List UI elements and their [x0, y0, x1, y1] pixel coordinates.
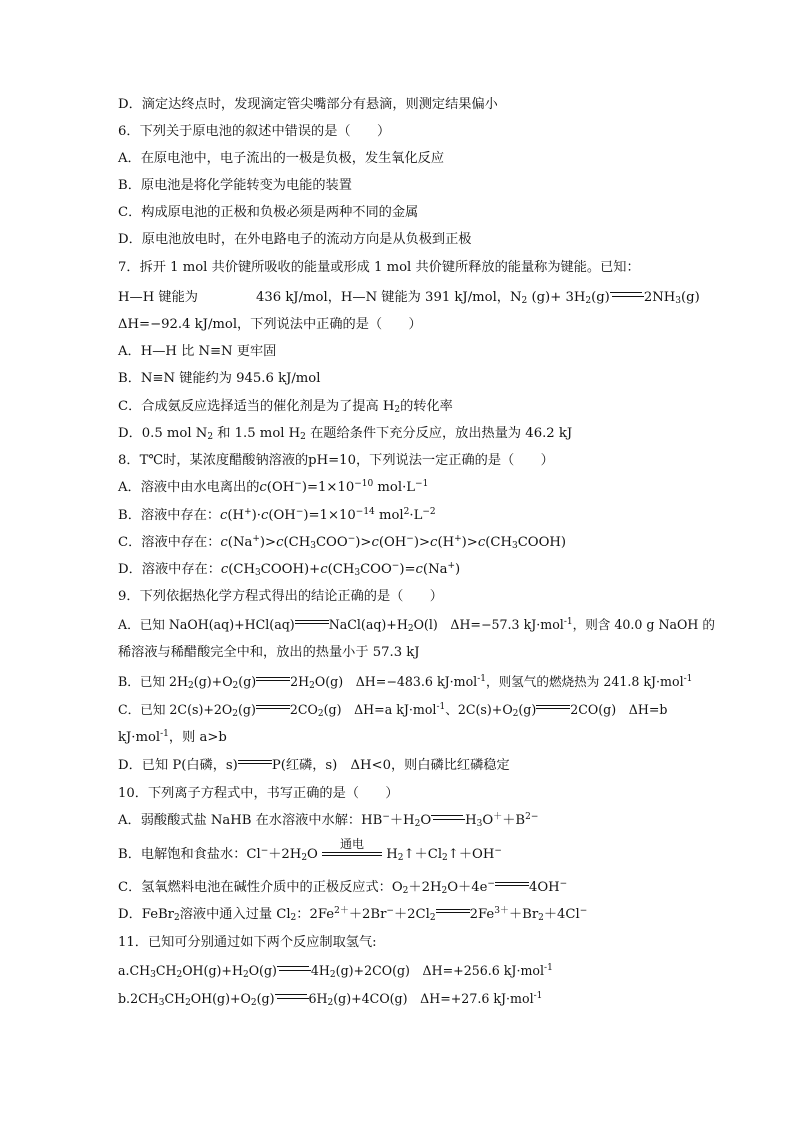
q11-reaction-b: $b.2CH_3CH_2OH(g)+O_2(g)$ $6H_2(g)+4CO(g)$ ΔH=+27.6 kJ·mol$^{-1}$	[118, 991, 543, 1008]
q9-option-a-line2: 稀溶液与稀醋酸完全中和，放出的热量小于 57.3 kJ	[118, 645, 420, 660]
q9-text: D．已知 P(白磷，s)	[118, 758, 238, 773]
q9-text: NaCl(aq)+H	[328, 617, 408, 632]
q9-text: O(l) ΔH=−57.3 kJ·mol	[413, 617, 564, 632]
q11-text: OH(g)+O	[190, 991, 251, 1006]
q10-option-a: A．弱酸酸式盐 NaHB 在水溶液中水解：$HB^-+H_2O$ $H_3O^++B^{2-}$	[118, 812, 539, 829]
q7-option-c: C．合成氨反应选择适当的催化剂是为了提高 $H_2$的转化率	[118, 399, 453, 415]
q11-text: 4H	[310, 963, 330, 978]
q11-stem: 11．已知可分别通过如下两个反应制取氢气:	[118, 935, 377, 950]
q11-text: (g)+4CO(g) ΔH=+27.6 kJ·mol	[333, 991, 534, 1006]
q7-text: 在题给条件下充分反应，放出热量为 46.2 kJ	[310, 426, 573, 441]
q10-text: 溶液中通入过量 Cl	[179, 907, 291, 922]
q5-option-d: D．滴定达终点时，发现滴定管尖嘴部分有悬滴，则测定结果偏小	[118, 97, 498, 112]
q9-text: kJ·mol	[118, 730, 161, 745]
q8-option-a: A．溶液中由水电离出的$c(OH^-)=1\times 10^{-10}$ $mol\cdot L^{-1}$	[118, 479, 429, 495]
q10-option-b: B．电解饱和食盐水：$Cl^-+2H_2O$ 通电 $H_2↑+Cl_2↑+OH^-$	[118, 837, 502, 863]
q8-text: D．溶液中存在：	[118, 562, 221, 577]
q9-text: ，则含 40.0 g NaOH 的	[572, 617, 715, 632]
q11-text: CH	[164, 991, 186, 1006]
q11-text: b.2CH	[118, 991, 159, 1006]
q8-text: A．溶液中由水电离出的	[118, 480, 260, 495]
q6-stem: 6．下列关于原电池的叙述中错误的是（ ）	[118, 124, 391, 139]
q9-stem: 9．下列依据热化学方程式得出的结论正确的是（ ）	[118, 589, 443, 604]
q8-option-c: C．溶液中存在：$c(Na^+)>c(CH_3COO^-)>c(OH^-)>c(H^+)>c(CH_3COOH)$	[118, 534, 567, 551]
q7-text: H—H 键能为	[118, 290, 198, 305]
q9-option-a: A．已知 NaOH(aq)+HCl(aq) $NaCl(aq)+H_2O(l)$ ΔH=−57.3 kJ·mol$^{-1}$，则含 40.0 g NaOH 的	[118, 617, 715, 634]
q10-stem: 10．下列离子方程式中，书写正确的是（ ）	[118, 786, 399, 801]
q6-option-c: C．构成原电池的正极和负极必须是两种不同的金属	[118, 205, 419, 220]
q7-stem-line2: H—H 键能为 436 kJ/mol，H—N 键能为 391 kJ/mol，$N_2$ $(g)+ 3H_2(g)$ $2NH_3(g)$	[118, 290, 700, 306]
q7-option-a: A．H—H 比 N≡N 更牢固	[118, 344, 277, 359]
q9-option-c-line2: kJ·mol$^{-1}$，则 a>b	[118, 729, 227, 745]
q7-stem: 7．拆开 1 mol 共价键所吸收的能量或形成 1 mol 共价键所释放的能量称为键能。已知：	[118, 260, 640, 275]
q6-option-d: D．原电池放电时，在外电路电子的流动方向是从负极到正极	[118, 232, 472, 247]
q7-option-d: D．0.5 mol $N_2$ 和 1.5 mol $H_2$ 在题给条件下充分反应，放出热量为 46.2 kJ	[118, 426, 573, 442]
q7-stem-line3: ΔH=−92.4 kJ/mol，下列说法中正确的是（ ）	[118, 317, 422, 332]
q7-text: D．0.5 mol N	[118, 426, 208, 441]
q9-text: (g) ΔH=a kJ·mol	[323, 702, 437, 717]
q7-text: 的转化率	[400, 399, 453, 414]
q8-text: B．溶液中存在：	[118, 508, 221, 523]
q9-text: 2H	[290, 674, 310, 689]
q7-text: 436 kJ/mol，H—N 键能为 391 kJ/mol，N	[255, 290, 522, 305]
q8-stem: 8．T℃时，某浓度醋酸钠溶液的pH=10，下列说法一定正确的是（ ）	[118, 453, 554, 468]
q8-text: C．溶液中存在：	[118, 535, 221, 550]
q6-option-b: B．原电池是将化学能转变为电能的装置	[118, 178, 352, 193]
q10-text: D．FeBr	[118, 907, 174, 922]
q9-text: 、2C(s)+O	[445, 702, 513, 717]
q9-text: C．已知 2C(s)+2O	[118, 702, 233, 717]
q11-text: O(g)	[248, 963, 277, 978]
q11-text: OH(g)+H	[182, 963, 243, 978]
q7-text: C．合成氨反应选择适当的催化剂是为了提高 H	[118, 399, 395, 414]
q10-text: C．氢氧燃料电池在碱性介质中的正极反应式：O	[118, 880, 403, 895]
q9-text: A．已知 NaOH(aq)+HCl(aq)	[118, 617, 295, 632]
q10-option-c: C．氢氧燃料电池在碱性介质中的正极反应式：$O_2+2H_2O+4e^-$ 4OH−	[118, 879, 568, 896]
q11-text: (g)+2CO(g) ΔH=+256.6 kJ·mol	[335, 963, 545, 978]
q9-text: ，则氢气的燃烧热为 241.8 kJ·mol	[485, 674, 684, 689]
q8-option-b: B．溶液中存在：$c(H^+)\cdot c(OH^-)=1\times 10^{-14}$ $mol^2\cdot L^{-2}$	[118, 507, 436, 523]
q6-option-a: A．在原电池中，电子流出的一极是负极，发生氧化反应	[118, 151, 445, 166]
q9-text: P(红磷，s) ΔH<0，则白磷比红磷稳定	[271, 758, 510, 773]
q9-text: 2CO(g) ΔH=b	[570, 702, 668, 717]
q8-option-d: D．溶液中存在：$c(CH_3COOH)+c(CH_3COO^-)=c(Na^+)$	[118, 561, 461, 578]
q9-option-b: B．已知 $2H_2(g)+O_2(g)$ $2H_2O(g)$ ΔH=−483.6 kJ·mol$^{-1}$，则氢气的燃烧热为 241.8 kJ·mol$^{-1}$	[118, 674, 693, 691]
q11-text: 6H	[308, 991, 328, 1006]
q7-option-b: B．N≡N 键能约为 945.6 kJ/mol	[118, 371, 321, 386]
q7-text: 和 1.5 mol H	[217, 426, 301, 441]
q9-option-c: C．已知 $2C(s)+2O_2(g)$ $2CO_2(g)$ ΔH=a kJ·mol$^{-1}$、$2C(s)+O_2(g)$ 2CO(g) ΔH=b	[118, 702, 668, 719]
q9-text: 2CO	[289, 702, 318, 717]
q10-option-d: D．FeBr$_2$溶液中通入过量 $Cl_2$：$2Fe^{2+}+2Br^-+2Cl_2$ $2Fe^{3+}+Br_2+4Cl^-$	[118, 906, 588, 923]
q11-text: a.CH	[118, 963, 151, 978]
q10-text: A．弱酸酸式盐 NaHB 在水溶液中水解：HB	[118, 813, 383, 828]
q9-option-d	[118, 757, 678, 775]
q9-text: B．已知 2H	[118, 674, 189, 689]
q9-text: O(g) ΔH=−483.6 kJ·mol	[314, 674, 478, 689]
q10-text: B．电解饱和食盐水：Cl	[118, 847, 261, 862]
q11-text: CH	[155, 963, 177, 978]
electrolysis-arrow: 通电	[322, 838, 382, 860]
q9-text: ，则 a>b	[168, 730, 227, 745]
q11-reaction-a: $a.CH_3CH_2OH(g)+H_2O(g)$ $4H_2(g)+2CO(g)$ ΔH=+256.6 kJ·mol$^{-1}$	[118, 963, 553, 980]
